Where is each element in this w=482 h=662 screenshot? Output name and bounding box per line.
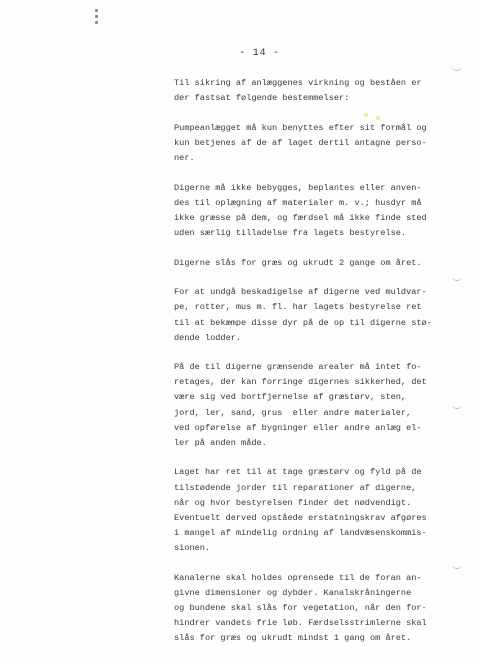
text-line: og bundene skal slås for vegetation, når den for- bbox=[174, 602, 427, 613]
text-line: Laget har ret til at tage græstørv og fyld på de bbox=[174, 467, 422, 478]
text-line: jord, ler, sand, grus eller andre materialer, bbox=[174, 407, 412, 418]
text-line: ler på anden måde. bbox=[174, 437, 267, 448]
text-line: Digerne må ikke bebygges, beplantes eller anven- bbox=[174, 182, 422, 193]
document-body bbox=[174, 76, 464, 661]
text-line: På de til digerne grænsende arealer må intet fo- bbox=[174, 362, 422, 373]
text-line: For at undgå beskadigelse af digerne ved muldvar- bbox=[174, 287, 427, 298]
punch-mark bbox=[95, 15, 98, 18]
text-line: retages, der kan forringe digernes sikkerhed, det bbox=[174, 377, 427, 388]
text-line: ner. bbox=[174, 152, 195, 163]
punch-mark bbox=[95, 9, 98, 12]
text-line: i mangel af mindelig ordning af landvæsenskommis- bbox=[174, 527, 427, 538]
text-line: pe, rotter, mus m. fl. har lagets bestyrelse ret bbox=[174, 302, 422, 313]
text-line: Til sikring af anlæggenes virkning og beståen er bbox=[174, 78, 422, 88]
paragraph bbox=[174, 181, 464, 241]
text-line: Pumpeanlægget må kun benyttes efter sit formål og bbox=[174, 122, 427, 133]
text-line: der fastsat følgende bestemmelser: bbox=[174, 93, 350, 104]
punch-mark bbox=[95, 21, 98, 24]
paragraph bbox=[174, 465, 464, 556]
paragraph bbox=[174, 121, 464, 166]
paper-edge-mark bbox=[452, 66, 462, 71]
text-line: ved opførelse af bygninger eller andre anlæg el- bbox=[174, 422, 422, 433]
text-line: des til oplægning af materialer m. v.; husdyr må bbox=[174, 197, 422, 208]
text-line: dende lodder. bbox=[174, 332, 242, 343]
paragraph bbox=[174, 76, 464, 106]
paragraph bbox=[174, 571, 464, 646]
paragraph bbox=[174, 256, 464, 271]
paragraph bbox=[174, 285, 464, 345]
text-line: Digerne slås for græs og ukrudt 2 gange om året. bbox=[174, 257, 422, 268]
text-line: Kanalerne skal holdes oprensede til de foran an- bbox=[174, 572, 422, 583]
text-line: hindrer vandets frie løb. Færdselsstrimlerne skal bbox=[174, 617, 427, 628]
text-line: til at bekæmpe disse dyr på de op til digerne stø- bbox=[174, 317, 432, 328]
paragraph bbox=[174, 360, 464, 451]
text-line: Eventuelt derved opståede erstatningskrav afgøres bbox=[174, 512, 427, 523]
text-line: være sig ved bortfjernelse af græstørv, sten, bbox=[174, 392, 407, 403]
page-number: - 14 - bbox=[239, 47, 280, 59]
text-line: kun betjenes af de af laget dertil antagne perso- bbox=[174, 137, 427, 148]
text-line: når og hvor bestyrelsen finder det nødvendigt. bbox=[174, 497, 412, 508]
text-line: givne dimensioner og dybder. Kanalskråningerne bbox=[174, 587, 412, 598]
text-line: uden særlig tilladelse fra lagets bestyrelse. bbox=[174, 227, 407, 238]
text-line: sionen. bbox=[174, 542, 211, 553]
margin-hole-punch-marks bbox=[94, 6, 100, 30]
text-line: tilstødende jorder til reparationer af digerne, bbox=[174, 482, 417, 493]
text-line: slås for græs og ukrudt mindst 1 gang om året. bbox=[174, 632, 412, 643]
text-line: ikke græsse på dem, og færdsel må ikke finde sted bbox=[174, 212, 427, 223]
